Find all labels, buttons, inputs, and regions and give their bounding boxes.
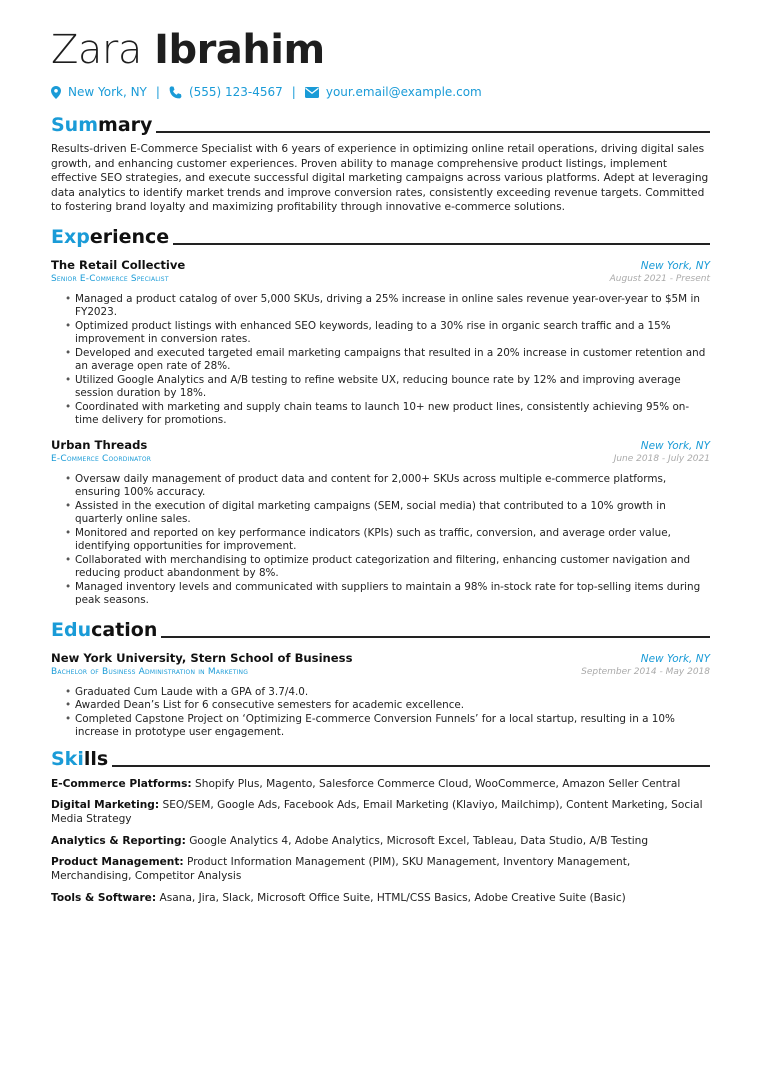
section-rule — [173, 243, 710, 245]
job-dates: June 2018 - July 2021 — [613, 453, 710, 464]
title-accent: Exp — [51, 225, 90, 248]
list-item: • Utilized Google Analytics and A/B testing to refine website UX, reducing bounce rate by 12% and improving average session duration by 18%. — [75, 374, 710, 401]
job-location: New York, NY — [640, 259, 710, 272]
list-item: • Oversaw daily management of product data and content for 2,000+ SKUs across multiple e-commerce platforms, ensuring 100% accuracy. — [75, 473, 710, 500]
job-location: New York, NY — [640, 439, 710, 452]
list-item: • Monitored and reported on key performance indicators (KPIs) such as traffic, conversion, and average order value, identifying opportunities for improvement. — [75, 527, 710, 554]
skills-list — [51, 777, 710, 905]
list-item: • Assisted in the execution of digital marketing campaigns (SEM, social media) that contributed to a 10% growth in quarterly online sales. — [75, 500, 710, 527]
list-item: • Developed and executed targeted email marketing campaigns that resulted in a 20% increase in customer retention and an average open rate of 28%. — [75, 347, 710, 374]
envelope-icon — [305, 87, 319, 98]
skill-value: SEO/SEM, Google Ads, Facebook Ads, Email Marketing (Klaviyo, Mailchimp), Content Marketing, Social Media Strategy — [51, 799, 703, 826]
company-name: Urban Threads — [51, 437, 148, 452]
education-dates: September 2014 - May 2018 — [581, 666, 710, 677]
skill-value: Google Analytics 4, Adobe Analytics, Microsoft Excel, Tableau, Data Studio, A/B Testing — [189, 834, 649, 847]
title-rest: lls — [83, 747, 109, 770]
section-rule — [112, 765, 710, 767]
skill-row — [51, 834, 710, 848]
skill-row — [51, 798, 710, 826]
skill-row — [51, 855, 710, 883]
section-title — [51, 114, 152, 136]
list-item: • Coordinated with marketing and supply chain teams to launch 10+ new product lines, consistently achieving 95% on-time delivery for promotions. — [75, 401, 710, 428]
skill-label: Analytics & Reporting: — [51, 834, 186, 847]
first-name: Zara — [51, 27, 142, 73]
company-name: The Retail Collective — [51, 257, 186, 272]
experience-heading — [51, 224, 710, 248]
skill-value: Shopify Plus, Magento, Salesforce Commerce Cloud, WooCommerce, Amazon Seller Central — [195, 777, 681, 790]
phone-text: (555) 123-4567 — [188, 85, 283, 99]
skill-value: Product Information Management (PIM), SKU Management, Inventory Management, Merchandising, Competitor Analysis — [51, 856, 631, 883]
title-accent: Sum — [51, 114, 99, 136]
job-title: Senior E-Commerce Specialist — [51, 273, 169, 284]
section-rule — [156, 131, 710, 133]
skill-label: E-Commerce Platforms: — [51, 777, 192, 790]
title-rest: erience — [89, 225, 170, 248]
skill-label: Tools & Software: — [51, 891, 157, 904]
last-name: Ibrahim — [154, 27, 325, 73]
list-item: • Completed Capstone Project on ‘Optimizing E-commerce Conversion Funnels’ for a local startup, resulting in a 10% increase in prototype user engagement. — [75, 713, 710, 740]
candidate-name — [51, 26, 710, 74]
title-rest: cation — [91, 618, 158, 641]
section-title — [51, 619, 157, 641]
degree: Bachelor of Business Administration in Marketing — [51, 666, 249, 677]
skill-row — [51, 891, 710, 905]
list-item: • Awarded Dean’s List for 6 consecutive semesters for academic excellence. — [75, 699, 710, 713]
education-bullets — [51, 686, 710, 740]
skill-row — [51, 777, 710, 791]
section-title — [51, 226, 169, 248]
school-location: New York, NY — [640, 652, 710, 665]
title-rest: mary — [98, 114, 153, 136]
list-item: • Graduated Cum Laude with a GPA of 3.7/4.0. — [75, 686, 710, 700]
summary-text: Results-driven E-Commerce Specialist with 6 years of experience in optimizing online retail operations, driving digital sales growth, and enhancing customer experiences. Proven ability to manage comprehensive product listings, implement effective SEO strategies, and execute successful digital marketing campaigns across various platforms. Adept at leveraging data analytics to identify market trends and improve conversion rates, consistently exceeding revenue targets. Committed to fostering brand loyalty and maximizing profitability through innovative e-commerce solutions. — [51, 143, 709, 214]
job-entry — [51, 258, 710, 428]
section-title — [51, 748, 108, 770]
job-bullets — [51, 293, 710, 428]
contact-location — [51, 85, 147, 99]
phone-icon — [169, 86, 182, 99]
school-name: New York University, Stern School of Business — [51, 650, 353, 665]
section-rule — [161, 636, 710, 638]
skill-label: Product Management: — [51, 856, 184, 869]
job-title: E-Commerce Coordinator — [51, 453, 152, 464]
summary-heading — [51, 112, 710, 136]
job-entry — [51, 438, 710, 608]
list-item: • Managed inventory levels and communicated with suppliers to maintain a 98% in-stock rate for top-selling items during peak seasons. — [75, 581, 710, 608]
skills-heading — [51, 746, 710, 770]
skill-value: Asana, Jira, Slack, Microsoft Office Suite, HTML/CSS Basics, Adobe Creative Suite (Basic) — [159, 891, 626, 904]
contact-line — [51, 83, 710, 101]
contact-email[interactable] — [305, 85, 482, 99]
email-link[interactable]: your.email@example.com — [325, 85, 482, 99]
job-bullets — [51, 473, 710, 608]
contact-separator: | — [155, 85, 160, 99]
list-item: • Collaborated with merchandising to optimize product categorization and filtering, enhancing customer navigation and reducing product abandonment by 8%. — [75, 554, 710, 581]
contact-phone[interactable] — [169, 85, 283, 99]
education-heading — [51, 617, 710, 641]
contact-separator: | — [291, 85, 296, 99]
education-entry — [51, 651, 710, 740]
title-accent: Ski — [51, 747, 84, 770]
list-item: • Managed a product catalog of over 5,000 SKUs, driving a 25% increase in online sales revenue year-over-year to $5M in FY2023. — [75, 293, 710, 320]
list-item: • Optimized product listings with enhanced SEO keywords, leading to a 30% rise in organic search traffic and a 15% improvement in conversion rates. — [75, 320, 710, 347]
job-dates: August 2021 - Present — [609, 273, 710, 284]
skill-label: Digital Marketing: — [51, 799, 160, 812]
location-text: New York, NY — [68, 85, 147, 99]
title-accent: Edu — [51, 618, 92, 641]
map-pin-icon — [51, 86, 61, 99]
